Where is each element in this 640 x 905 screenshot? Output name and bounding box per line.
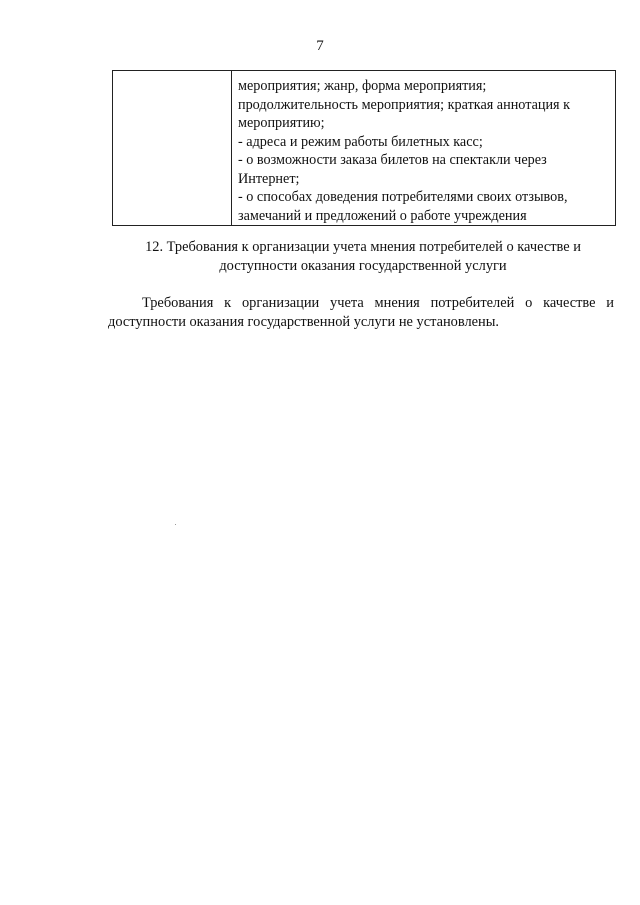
scan-speck bbox=[175, 524, 176, 525]
table-cell-line: - адреса и режим работы билетных касс; bbox=[238, 133, 483, 150]
page-number: 7 bbox=[316, 38, 324, 54]
table-cell-empty bbox=[113, 71, 232, 226]
table-cell-line: мероприятия; жанр, форма мероприятия; bbox=[238, 78, 487, 94]
table-cell-line: Интернет; bbox=[238, 170, 300, 187]
section-heading-line: 12. Требования к организации учета мнения потребителей о качестве и bbox=[145, 239, 581, 255]
table-cell-line: мероприятию; bbox=[238, 115, 325, 131]
table-cell-line: продолжительность мероприятия; краткая аннотация к bbox=[238, 96, 571, 113]
table-cell-content bbox=[232, 71, 616, 226]
paragraph-line: доступности оказания государственной услуги не установлены. bbox=[108, 314, 500, 330]
table-row bbox=[113, 71, 616, 226]
section-heading bbox=[108, 238, 618, 276]
continuation-table bbox=[112, 70, 616, 226]
table-cell-line: замечаний и предложений о работе учреждения bbox=[238, 207, 527, 224]
paragraph-line: Требования к организации учета мнения потребителей о качестве и bbox=[142, 295, 614, 311]
table-cell-line: - о возможности заказа билетов на спектакли через bbox=[238, 152, 547, 168]
table-cell-lines bbox=[232, 71, 615, 225]
section-paragraph bbox=[108, 294, 614, 332]
table-cell-line: - о способах доведения потребителями своих отзывов, bbox=[238, 189, 568, 205]
section-heading-line: доступности оказания государственной услуги bbox=[219, 258, 507, 274]
